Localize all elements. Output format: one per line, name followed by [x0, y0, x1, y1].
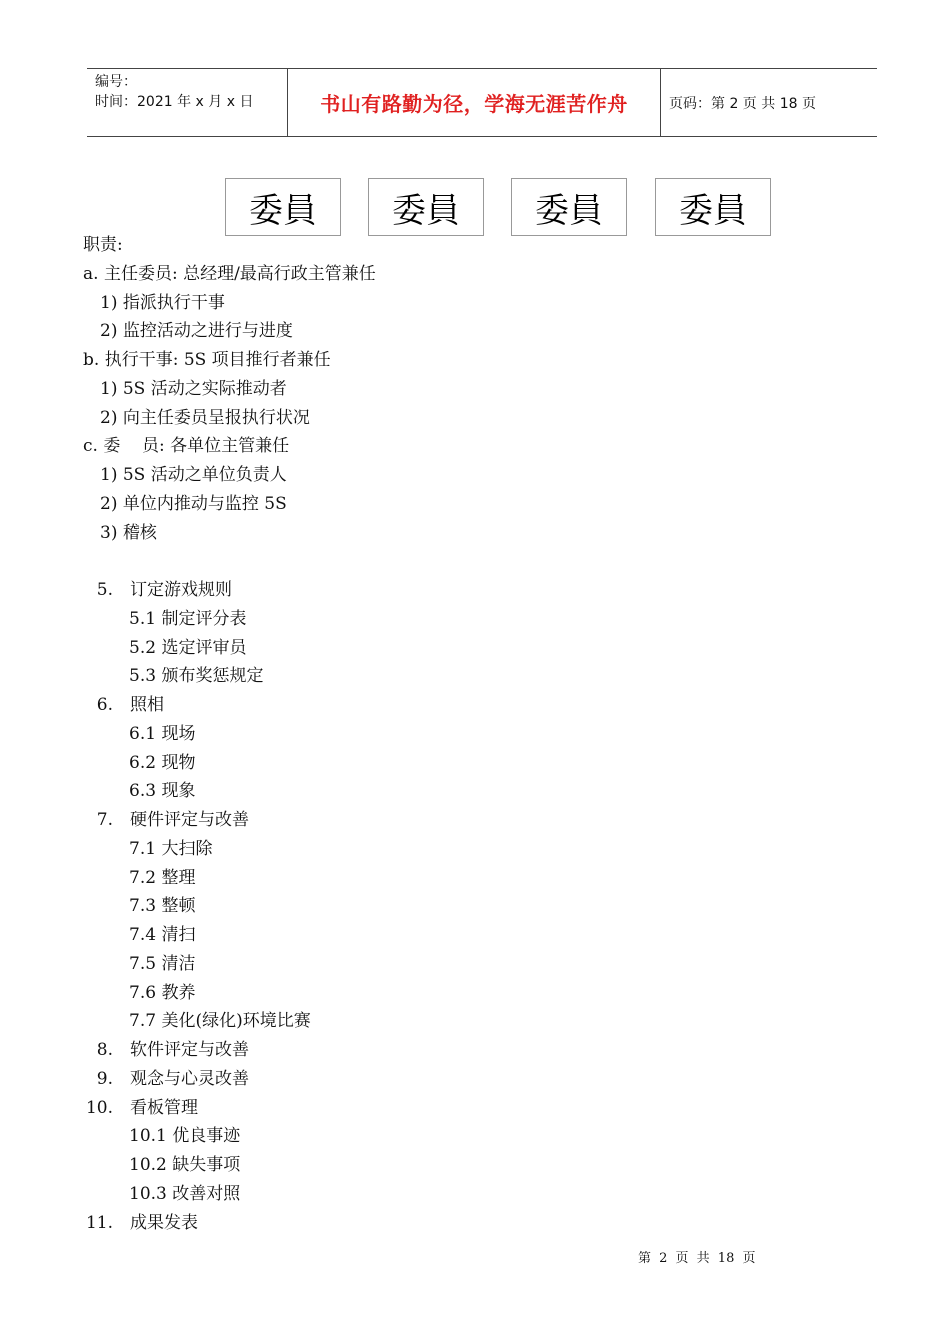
text-line: 职责: — [83, 235, 123, 255]
text-line: a. 主任委员: 总经理/最高行政主管兼任 — [83, 263, 376, 284]
item-number: 7. — [96, 810, 113, 830]
header-meta — [87, 69, 288, 136]
item-text: 成果发表 — [130, 1212, 198, 1233]
item-text: 观念与心灵改善 — [130, 1068, 249, 1089]
item-text: 硬件评定与改善 — [130, 810, 249, 830]
text-line — [83, 576, 863, 605]
text-line: 6.3 现象 — [129, 781, 196, 802]
text-line: 10.3 改善对照 — [129, 1183, 241, 1204]
text-line: 6.1 现场 — [129, 723, 196, 744]
committee-box: 委員 — [225, 178, 341, 236]
item-number: 9. — [96, 1068, 113, 1089]
text-line — [83, 1065, 863, 1094]
committee-boxes — [225, 178, 771, 236]
text-line: c. 委 员: 各单位主管兼任 — [83, 436, 290, 457]
item-number: 8. — [96, 1040, 113, 1060]
text-line: 5.3 颁布奖惩规定 — [129, 666, 264, 687]
item-number: 6. — [96, 695, 113, 715]
text-line — [83, 1209, 863, 1238]
item-number: 11. — [85, 1212, 113, 1233]
text-line: 7.1 大扫除 — [129, 838, 213, 859]
item-number: 10. — [85, 1097, 113, 1118]
text-line: 3) 稽核 — [100, 522, 157, 543]
text-line: 7.3 整顿 — [129, 896, 196, 917]
committee-box: 委員 — [368, 178, 484, 236]
text-line — [83, 1036, 863, 1065]
text-line: 6.2 现物 — [129, 752, 196, 773]
text-line: b. 执行干事: 5S 项目推行者兼任 — [83, 350, 331, 370]
text-line: 1) 5S 活动之实际推动者 — [100, 378, 287, 399]
doc-number-label: 编号： — [95, 74, 137, 90]
text-line: 7.5 清洁 — [129, 953, 196, 974]
text-line: 1) 指派执行干事 — [100, 292, 225, 313]
text-line: 7.7 美化(绿化)环境比赛 — [129, 1011, 311, 1032]
text-line: 10.1 优良事迹 — [129, 1126, 241, 1147]
item-text: 照相 — [130, 695, 164, 715]
doc-time-label: 时间：2021 年 x 月 x 日 — [95, 94, 254, 110]
item-text: 软件评定与改善 — [130, 1040, 249, 1060]
text-line: 1) 5S 活动之单位负责人 — [100, 465, 287, 485]
text-line: 5.2 选定评审员 — [129, 637, 247, 658]
text-line: 10.2 缺失事项 — [129, 1155, 241, 1175]
committee-box: 委員 — [511, 178, 627, 236]
text-line: 2) 向主任委员呈报执行状况 — [100, 407, 310, 428]
text-line: 2) 单位内推动与监控 5S — [100, 493, 287, 514]
text-line — [83, 547, 863, 576]
text-line — [83, 806, 863, 835]
page-header — [87, 68, 877, 137]
committee-box: 委員 — [655, 178, 771, 236]
item-text: 看板管理 — [130, 1097, 198, 1118]
item-number: 5. — [96, 580, 113, 600]
document-body — [83, 231, 863, 1237]
header-motto: 书山有路勤为径，学海无涯苦作舟 — [288, 69, 661, 136]
text-line: 7.2 整理 — [129, 867, 196, 888]
text-line: 5.1 制定评分表 — [129, 608, 247, 629]
item-text: 订定游戏规则 — [130, 580, 232, 600]
text-line: 2) 监控活动之进行与进度 — [100, 321, 293, 342]
text-line — [83, 1094, 863, 1123]
text-line — [83, 691, 863, 720]
page-footer: 第 2 页 共 18 页 — [638, 1251, 756, 1266]
text-line: 7.4 清扫 — [129, 925, 196, 945]
text-line: 7.6 教养 — [129, 982, 196, 1003]
header-page-info: 页码：第 2 页 共 18 页 — [669, 95, 816, 112]
